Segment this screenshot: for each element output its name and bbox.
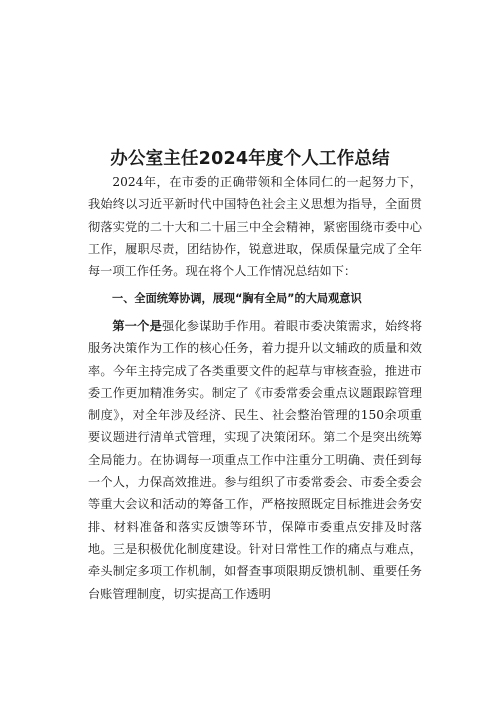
document-title: 办公室主任2024年度个人工作总结 xyxy=(110,149,390,169)
section-heading: 一、全面统筹协调，展现“胸有全局”的大局观意识 xyxy=(112,292,362,305)
paragraph-body: 强化参谋助手作用。着眼市委决策需求，始终将服务决策作为工作的核心任务，着力提升以文辅政的质量和效率。今年主持完成了各类重要文件的起草与审核查验，推进市委工作更加精准务实。制定了《市委常委会重点议题跟踪管理制度》，对全年涉及经济、民生、社会整治管理的150余项重要议题进行清单式管理，实现了决策闭环。第二个是突出统筹全局能力。在协调每一项重点工作中注重分工明确、责任到每一个人，力保高效推进。参与组织了市委常委会、市委全委会等重大会议和活动的筹备工作，严格按照既定目标推进会务安排、材料准备和落实反馈等环节，保障市委重点安排及时落地。三是积极优化制度建设。针对日常性工作的痛点与难点，牵头制定多项工作机制，如督查事项限期反馈机制、重要任务台账管理制度，切实提高工作透明 xyxy=(88,319,423,601)
paragraph-lead: 第一个是 xyxy=(112,319,162,333)
intro-paragraph: 2024年，在市委的正确带领和全体同仁的一起努力下，我始终以习近平新时代中国特色社会主义思想为指导，全面贯彻落实党的二十大和二十届三中全会精神，紧密围绕市委中心工作，履职尽责，团结协作，锐意进取，保质保量完成了全年每一项工作任务。现在将个人工作情况总结如下： xyxy=(88,175,422,279)
section-paragraph xyxy=(88,315,422,605)
